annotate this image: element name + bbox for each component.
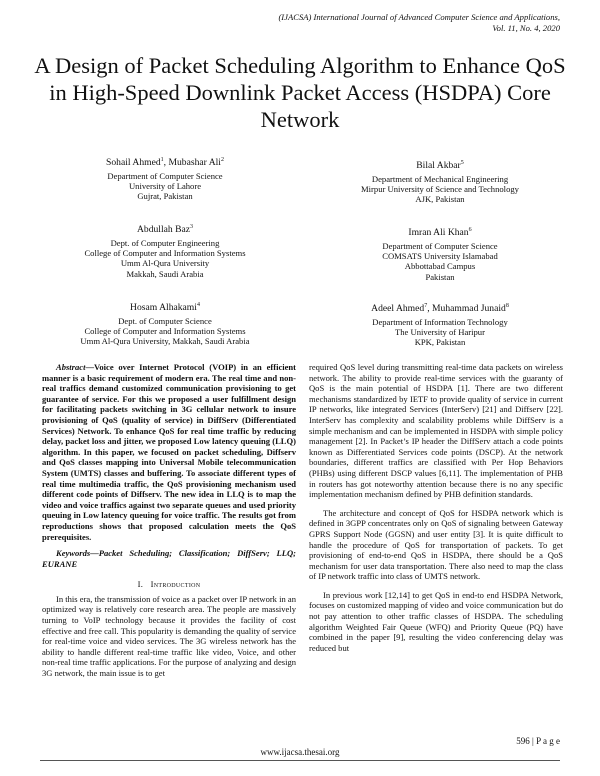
author-affiliation: College of Computer and Information Systems bbox=[84, 248, 246, 258]
author-name: Sohail Ahmed$^1$, Mubashar Ali$^2$ bbox=[106, 157, 224, 169]
footer-url: www.ijacsa.thesai.org bbox=[260, 747, 340, 757]
author-affiliation: AJK, Pakistan bbox=[415, 194, 465, 205]
paragraph: In this era, the transmission of voice as a packet over IP network in an optimized way is relatively core research area. The people are massively turning to VoIP technology because it provides the facility of cost effective and free call. This popularity is demanding the quality of service for real-time voice and video services. The 3G wireless network has the ability to handle different real-time traffic like video, Voice, and other non-real time traffic applications. For the purpose of analyzing and design 3G network, the main issue is to get bbox=[42, 593, 296, 679]
author-affiliation: Umm Al-Qura University bbox=[120, 258, 210, 269]
author-block-3 bbox=[50, 222, 280, 279]
abstract-text: Voice over Internet Protocol (VOIP) in an efficient manner is a basic requirement of modern era. The real time and non-real traffics demand customized communication provisioning to get guarantee of service. For this we proposed a user fulfillment design for facilitating packets switching in 3G cellular network to insure provisioning of QoS (quality of service) in DiffServ (Differentiated Services) Network. To enhance QoS for real time traffic by reducing delay, packet loss and jitter, we proposed Low latency queuing (LLQ) algorithm. In this paper, we focused on packet scheduling, Diffserv and QoS classes mapping into Universal Mobile telecommunication System (UMTS) classes and buffering. To associate different types of real time multimedia traffic, the QoS provisioning mechanism used different code points of Diffserv. The new idea in LLQ is to map the video and voice traffics against two separate queues and used priority queuing in Low latency queuing for voice traffic. The results got from reproductions shows that proposed calculation meets the QoS prerequisites. bbox=[42, 362, 296, 542]
author-affiliation: Mirpur University of Science and Technology bbox=[361, 184, 519, 194]
author-affiliation: Dept. of Computer Engineering bbox=[110, 237, 220, 248]
paper-title: A Design of Packet Scheduling Algorithm to Enhance QoS in High-Speed Downlink Packet Access (HSDPA) Core Network bbox=[34, 53, 566, 132]
author-affiliation: Department of Information Technology bbox=[372, 316, 508, 327]
author-affiliation: Umm Al-Qura University, Makkah, Saudi Arabia bbox=[80, 336, 250, 347]
right-column bbox=[309, 362, 563, 653]
author-name: Hosam Alhakami$^4$ bbox=[130, 302, 200, 314]
author-name: Imran Ali Khan$^6$ bbox=[408, 227, 472, 239]
author-affiliation: University of Lahore bbox=[128, 181, 202, 191]
author-affiliation: COMSATS University Islamabad bbox=[382, 251, 498, 261]
author-affiliation: College of Computer and Information Systems bbox=[84, 326, 246, 336]
abstract-label: Abstract bbox=[56, 362, 86, 372]
author-affiliation: Gujrat, Pakistan bbox=[137, 191, 193, 202]
author-affiliation: Makkah, Saudi Arabia bbox=[126, 268, 204, 279]
author-affiliation: Department of Computer Science bbox=[107, 170, 223, 181]
author-affiliation: Abbottabad Campus bbox=[404, 261, 476, 272]
paragraph: required QoS level during transmitting real-time data packets on wireless network. The ability to provide real-time services with the guaranty of QoS is the main potential of HSDPA [1]. There are two different mechanisms standardized by IETF to provide quality of service in current IP networks, like integrated Services (InterServ) [21] and Diffserv [22]. InterServ has complexity and scalability problems while DiffServ is a simple mechanism and can be implemented in HSDPA with simple policy management [2]. In Packet’s IP header the DiffServ attach a code points known as Differentiated Services code points (DSCP). At the network boundaries, different traffics are classified with Per Hop Behaviors (PHBs) using different DSCP values [6,11]. The implementation of PHB in routers has got noteworthy attention because there is no any specific implementation mechanism defined by PHB definition standards. bbox=[309, 362, 563, 500]
author-affiliation: The University of Haripur bbox=[395, 327, 485, 337]
journal-header bbox=[230, 12, 560, 34]
section-heading: I. Introduction bbox=[137, 579, 201, 590]
author-block-4 bbox=[320, 225, 560, 282]
author-affiliation: Department of Mechanical Engineering bbox=[371, 173, 509, 184]
keywords: Keywords—Packet Scheduling; Classification; DiffServ; LLQ; EURANE bbox=[42, 548, 296, 569]
page-number: 596 | P a g e bbox=[516, 736, 560, 746]
author-block-5 bbox=[40, 300, 290, 347]
footer-divider bbox=[40, 760, 560, 761]
author-name: Bilal Akbar$^5$ bbox=[416, 160, 464, 172]
left-column bbox=[42, 362, 296, 679]
journal-volume: Vol. 11, No. 4, 2020 bbox=[492, 23, 560, 33]
author-block-1 bbox=[50, 155, 280, 202]
abstract: Abstract—Voice over Internet Protocol (VOIP) in an efficient manner is a basic requirement of modern era. The real time and non-real traffics demand customized communication provisioning to get guarantee of service. For this we proposed a user fulfillment design for facilitating packets switching in 3G cellular network to insure provisioning of QoS (quality of service) in DiffServ (Differentiated Services) Network. To enhance QoS for real time traffic by reducing delay, packet loss and jitter, we proposed Low latency queuing (LLQ) algorithm. In this paper, we focused on packet scheduling, Diffserv and QoS classes mapping into Universal Mobile telecommunication System (UMTS) classes and buffering. To associate different types of real time multimedia traffic, the QoS provisioning mechanism used different code points of Diffserv. The new idea in LLQ is to map the video and voice traffics against two separate queues and used priority queuing in Low latency queuing for voice traffic. The results got from reproductions shows that proposed calculation meets the QoS prerequisites. bbox=[42, 362, 296, 542]
author-block-6 bbox=[320, 301, 560, 348]
author-affiliation: Dept. of Computer Science bbox=[118, 315, 212, 326]
author-affiliation: Department of Computer Science bbox=[382, 240, 498, 251]
paragraph: The architecture and concept of QoS for HSDPA network which is defined in 3GPP concentrates only on QoS of signaling between Gateway GPRS Support Node (GGSN) and user entity [3]. It is quite difficult to handle the procedure of QoS for transportation of packets. To get provisioning of end-to-end QoS in HSDPA, there should be a QoS mechanism for user data transportation. There also need to map the class of IP network traffic into class of UMTS network. bbox=[309, 507, 563, 582]
paragraph: In previous work [12,14] to get QoS in end-to end HSDPA Network, focuses on customized mapping of video and voice communication but do not pay attention to other traffic classes of HSDPA. The scheduling algorithm Weighted Fair Queue (WFQ) and Priority Queue (PQ) have combined in the paper [9], resulting the video conferencing delay was reduced but bbox=[309, 589, 563, 653]
journal-name: (IJACSA) International Journal of Advanced Computer Science and Applications, bbox=[278, 12, 560, 22]
author-name: Abdullah Baz$^3$ bbox=[136, 224, 194, 236]
author-affiliation: Pakistan bbox=[425, 271, 455, 282]
author-affiliation: KPK, Pakistan bbox=[414, 337, 466, 348]
author-name: Adeel Ahmed$^7$, Muhammad Junaid$^8$ bbox=[371, 303, 509, 315]
author-block-2 bbox=[320, 158, 560, 205]
